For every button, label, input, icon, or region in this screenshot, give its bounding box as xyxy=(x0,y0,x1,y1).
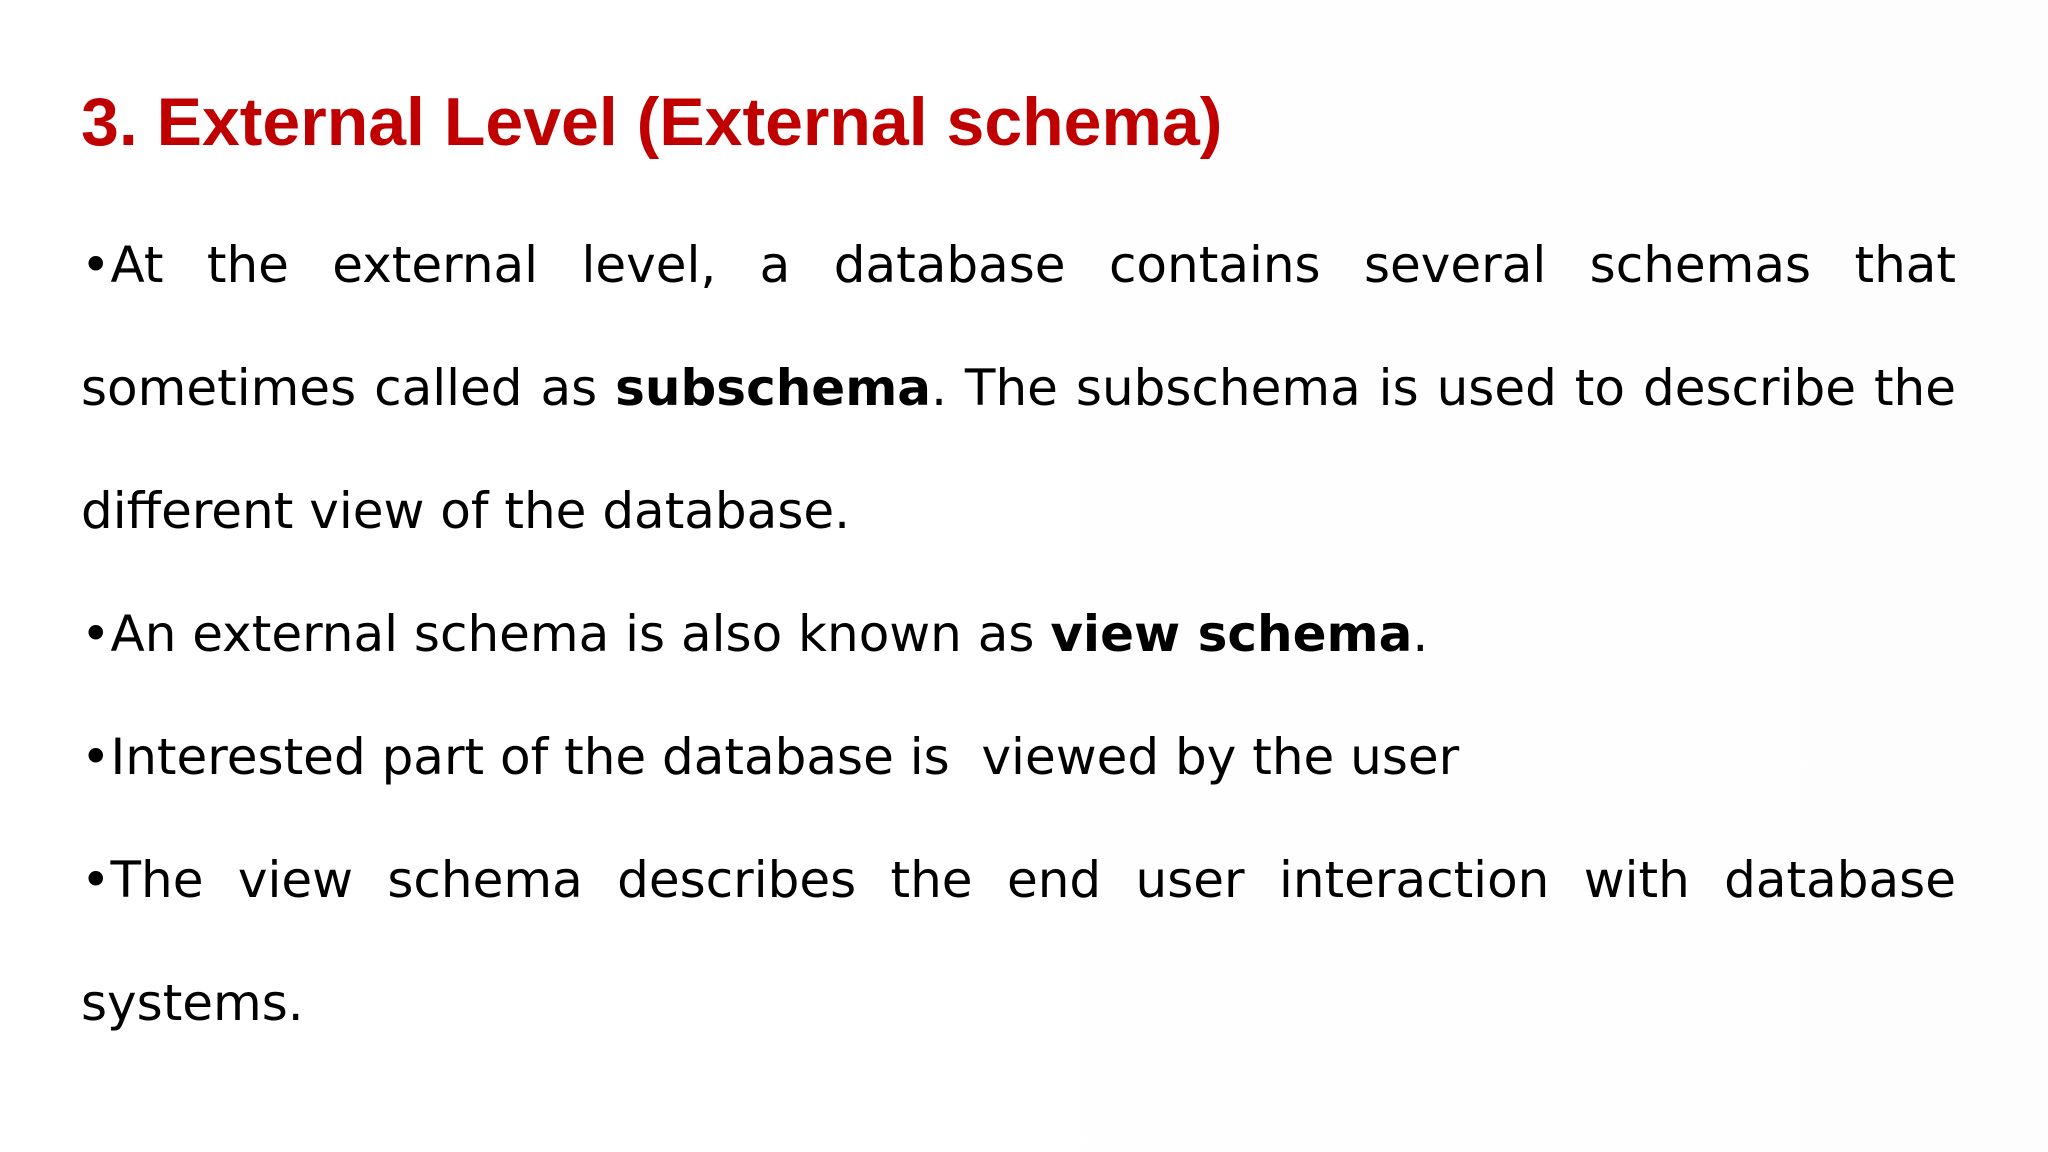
bold-term-subschema: subschema xyxy=(615,359,932,417)
bullet-marker: • xyxy=(81,728,111,786)
bullet-text: . The subschema is used to describe the different view of the database. xyxy=(81,359,1956,540)
bullet-item-view-schema-describes xyxy=(81,819,1956,1065)
bullet-text: The view schema describes the end user interaction with database systems. xyxy=(81,851,1956,1032)
bullet-list xyxy=(81,204,1956,1065)
bullet-item-subschema xyxy=(81,204,1956,573)
bullet-marker: • xyxy=(81,605,111,663)
bullet-text: Interested part of the database is viewed by the user xyxy=(110,728,1460,786)
bullet-text: At the external level, a database contains several schemas that sometimes called as xyxy=(81,236,1956,417)
bullet-marker: • xyxy=(81,236,111,294)
bullet-item-interested-part xyxy=(81,696,1956,819)
bullet-text: . xyxy=(1412,605,1429,663)
bold-term-view-schema: view schema xyxy=(1050,605,1413,663)
bullet-marker: • xyxy=(81,851,111,909)
slide-title: 3. External Level (External schema) xyxy=(81,84,1223,160)
bullet-text: An external schema is also known as xyxy=(110,605,1051,663)
bullet-item-view-schema xyxy=(81,573,1956,696)
